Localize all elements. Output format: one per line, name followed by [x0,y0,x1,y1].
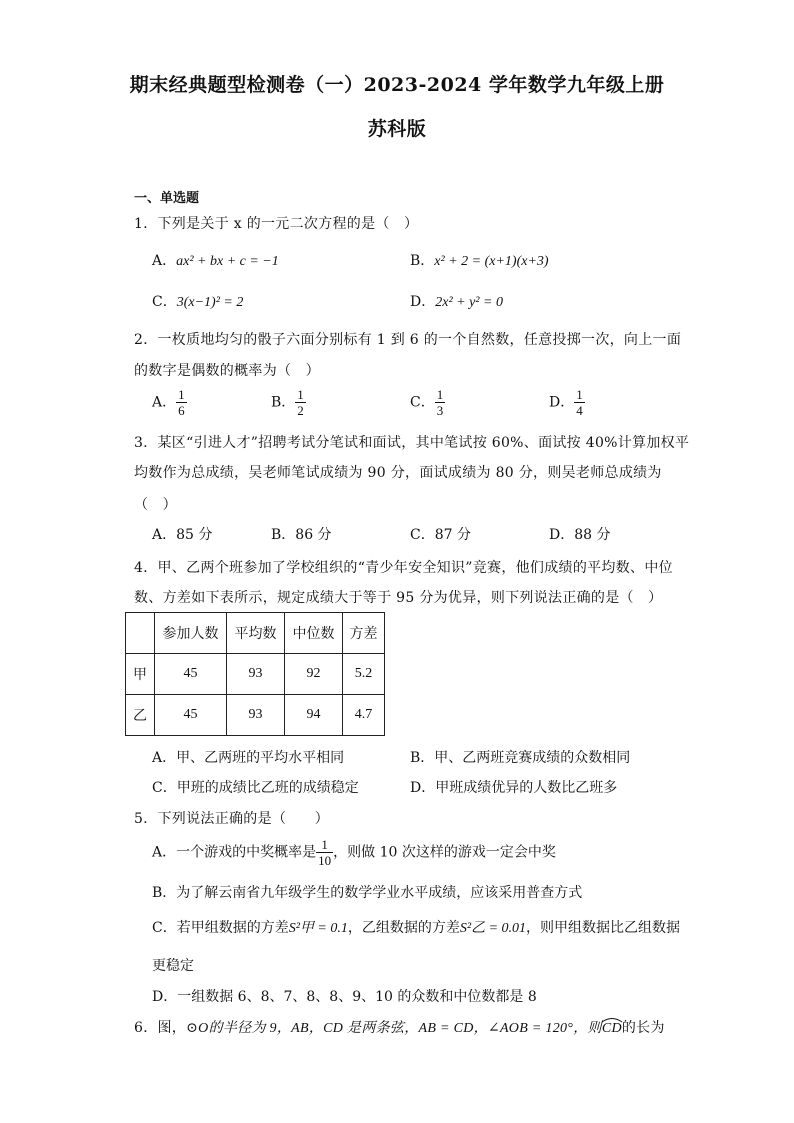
table-cell: 93 [227,695,285,736]
q1-c-label: C． [152,294,177,310]
q5-a-num: 1 [316,837,333,853]
q2-c-den: 3 [436,403,444,418]
table-header-cell: 参加人数 [155,613,227,654]
q5-c-post: ，则甲组数据比乙组数据 [526,920,681,936]
table-header-cell: 中位数 [285,613,343,654]
q2-c-label: C． [410,394,435,411]
q6-arc-cd [602,1021,622,1037]
q1-option-b [410,250,549,270]
q4-option-a: A．甲、乙两班的平均水平相同 [152,750,345,766]
q1-option-a [152,250,279,270]
table-cell: 93 [227,654,285,695]
q1-d-text: 2x² + y² = 0 [435,295,503,310]
q3-stem-line1: 3．某区“引进人才”招聘考试分笔试和面试，其中笔试按 60%、面试按 40%计算加权平 [134,435,690,451]
q1-stem: 1．下列是关于 x 的一元二次方程的是（ ） [134,216,419,232]
q5-c-pre: C．若甲组数据的方差 [152,920,289,936]
table-header-cell [126,613,155,654]
q2-d-num: 1 [576,387,583,402]
q2-option-d [549,387,585,418]
q2-a-label: A． [152,394,177,411]
q5-stem: 5．下列说法正确的是（ ） [134,811,330,827]
q2-d-den: 4 [576,403,583,418]
q5-option-b: B．为了解云南省九年级学生的数学学业水平成绩，应该采用普查方式 [152,885,583,901]
q3-option-d: D．88 分 [549,527,611,543]
q2-option-a [152,387,187,418]
q2-option-c [410,387,445,418]
q6-post: 的长为 [621,1020,665,1036]
q1-a-label: A． [152,253,177,269]
q2-option-b [271,387,306,418]
q4-stem-line1: 4．甲、乙两个班参加了学校组织的“青少年安全知识”竞赛，他们成绩的平均数、中位 [134,560,673,576]
table-row [126,695,385,736]
q2-a-den: 6 [178,403,185,418]
q4-option-b: B．甲、乙两班竞赛成绩的众数相同 [410,750,631,766]
table-header-cell: 平均数 [227,613,285,654]
q2-b-label: B． [271,394,296,411]
q5-a-pre: A．一个游戏的中奖概率是 [152,844,317,861]
q6-circle-symbol: ⊙O [186,1021,209,1036]
q2-b-den: 2 [297,403,304,418]
q4-table [125,612,385,736]
table-row [126,654,385,695]
table-cell: 甲 [126,654,155,695]
q1-a-text: ax² + bx + c = −1 [176,254,279,269]
q5-a-den: 10 [318,853,332,868]
table-cell: 92 [285,654,343,695]
q3-stem-line2: 均数作为总成绩，吴老师笔试成绩为 90 分，面试成绩为 80 分，则吴老师总成绩为 [134,465,662,481]
q2-stem-line1: 2．一枚质地均匀的骰子六面分别标有 1 到 6 的一个自然数，任意投掷一次，向上一面 [134,332,682,348]
section-heading: 一、单选题 [134,191,200,206]
q1-c-text: 3(x−1)² = 2 [176,295,244,310]
table-cell: 4.7 [343,695,385,736]
table-header-row [126,613,385,654]
q1-b-text: x² + 2 = (x+1)(x+3) [434,254,549,269]
q3-option-a: A．85 分 [152,527,213,543]
table-cell: 5.2 [343,654,385,695]
q2-a-fraction [176,387,187,418]
q4-option-c: C．甲班的成绩比乙班的成绩稳定 [152,780,359,796]
q5-a-post: ，则做 10 次这样的游戏一定会中奖 [333,844,556,861]
q6-pre: 6．图， [134,1020,187,1036]
q5-option-a [152,837,556,868]
q2-c-fraction [435,387,446,418]
arc-icon [600,1017,624,1023]
q4-stem-line2: 数、方差如下表所示，规定成绩大于等于 95 分为优异，则下列说法正确的是（ ） [134,590,663,606]
q3-stem-line3: （ ） [134,497,177,513]
q5-c-mid: ，乙组数据的方差 [347,920,460,936]
q2-d-fraction [574,387,585,418]
q2-d-label: D． [549,394,575,411]
q5-option-c [152,917,680,937]
q6-arc-label: CD [601,1021,622,1036]
q3-option-c: C．87 分 [410,527,471,543]
q5-c-var1: S²甲 = 0.1 [288,921,348,936]
q5-c-var2: S²乙 = 0.01 [459,921,527,936]
q2-a-num: 1 [178,387,185,402]
q6-stem [134,1017,665,1037]
q2-c-num: 1 [436,387,444,402]
q5-option-d: D．一组数据 6、8、7、8、8、9、10 的众数和中位数都是 8 [152,989,537,1005]
q1-b-label: B． [410,253,435,269]
q5-option-c-line2: 更稳定 [152,958,194,974]
q1-option-d [410,291,503,311]
q1-option-c [152,291,243,311]
table-cell: 45 [155,695,227,736]
q3-option-b: B．86 分 [271,527,332,543]
table-cell: 94 [285,695,343,736]
q1-d-label: D． [410,294,436,310]
q5-a-fraction [316,837,333,868]
table-cell: 45 [155,654,227,695]
q2-b-fraction [295,387,306,418]
q6-mid: 的半径为 9，AB，CD 是两条弦，AB = CD，∠AOB = 120°，则 [208,1021,602,1036]
q2-stem-line2: 的数字是偶数的概率为（ ） [134,363,320,379]
table-cell: 乙 [126,695,155,736]
doc-title-line1: 期末经典题型检测卷（一）2023-2024 学年数学九年级上册 [129,74,665,96]
q4-option-d: D．甲班成绩优异的人数比乙班多 [410,780,618,796]
doc-title-line2: 苏科版 [367,118,427,140]
q2-b-num: 1 [297,387,304,402]
table-header-cell: 方差 [343,613,385,654]
